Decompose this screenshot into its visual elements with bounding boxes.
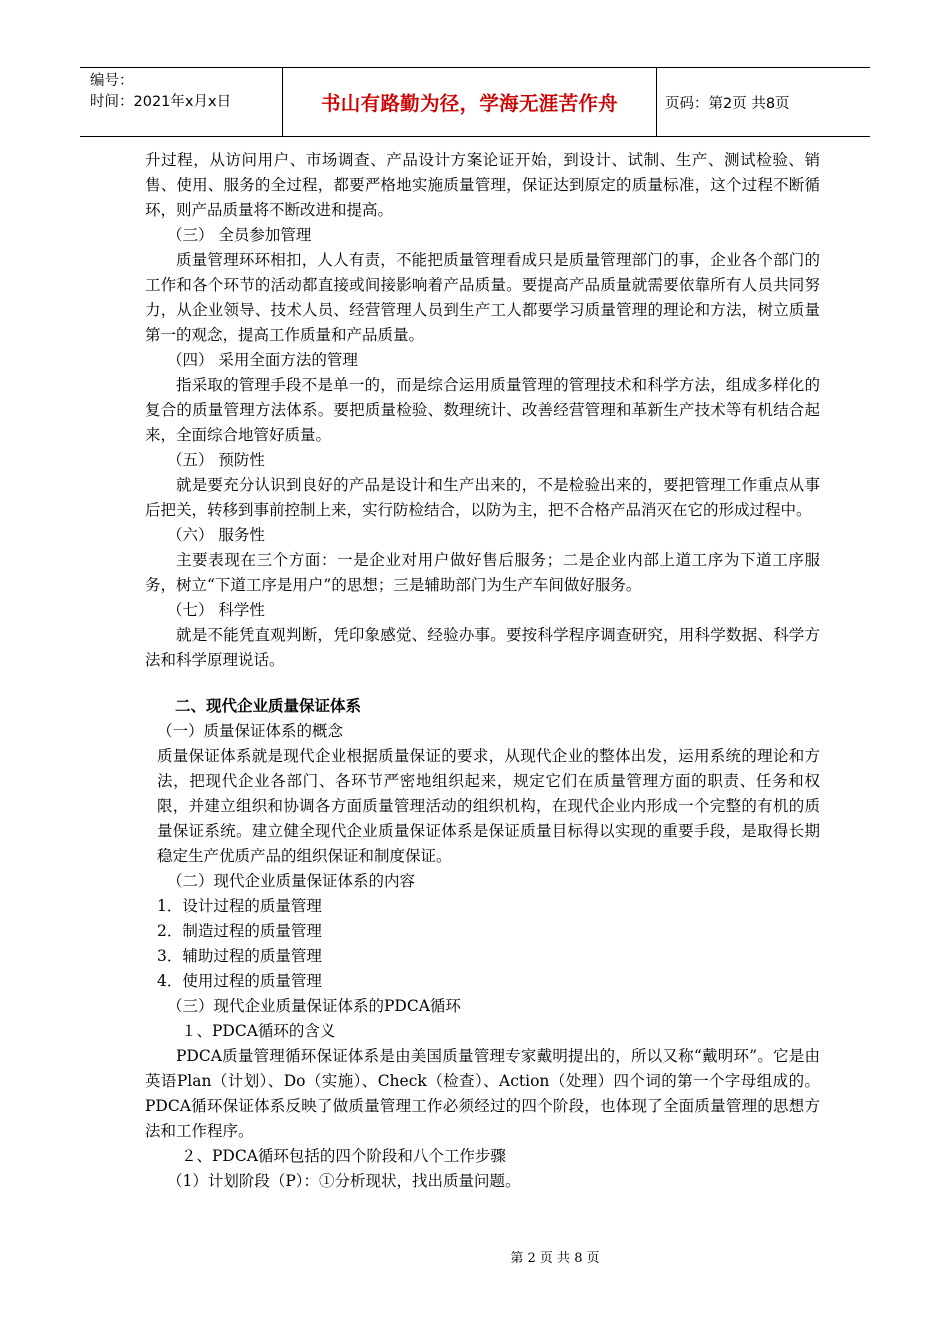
- paragraph: 就是要充分认识到良好的产品是设计和生产出来的，不是检验出来的，要把管理工作重点从事后把关，转移到事前控制上来，实行防检结合，以防为主，把不合格产品消灭在它的形成过程中。: [145, 476, 820, 519]
- page-footer: 第 2 页 共 8 页: [510, 1251, 600, 1266]
- paragraph: 主要表现在三个方面：一是企业对用户做好售后服务；二是企业内部上道工序为下道工序服务，树立“下道工序是用户”的思想；三是辅助部门为生产车间做好服务。: [145, 551, 820, 594]
- list-item: 4．使用过程的质量管理: [157, 972, 322, 990]
- paragraph: 质量管理环环相扣，人人有责，不能把质量管理看成只是质量管理部门的事，企业各个部门的工作和各个环节的活动都直接或间接影响着产品质量。要提高产品质量就需要依靠所有人员共同努力，从企业领导、技术人员、经营管理人员到生产工人都要学习质量管理的理论和方法，树立质量第一的观念，提高工作质量和产品质量。: [145, 251, 820, 344]
- section-heading: （三）现代企业质量保证体系的PDCA循环: [167, 997, 461, 1015]
- subsection-heading: １、PDCA循环的含义: [181, 1022, 336, 1040]
- section-heading: （七） 科学性: [167, 601, 265, 619]
- paragraph: 质量保证体系就是现代企业根据质量保证的要求，从现代企业的整体出发，运用系统的理论和方法，把现代企业各部门、各环节严密地组织起来，规定它们在质量管理方面的职责、任务和权限，并建立组织和协调各方面质量管理活动的组织机构，在现代企业内形成一个完整的有机的质量保证系统。建立健全现代企业质量保证体系是保证质量目标得以实现的重要手段，是取得长期稳定生产优质产品的组织保证和制度保证。: [157, 747, 820, 865]
- time-label: 时间：2021年x月x日: [90, 94, 232, 110]
- number-label: 编号：: [90, 73, 134, 89]
- header-meta: [80, 68, 283, 136]
- section-heading: （一）质量保证体系的概念: [157, 722, 344, 740]
- section-heading: （四） 采用全面方法的管理: [167, 351, 358, 369]
- paragraph: （1）计划阶段（P）：①分析现状，找出质量问题。: [167, 1172, 521, 1190]
- paragraph: 升过程，从访问用户、市场调查、产品设计方案论证开始，到设计、试制、生产、测试检验、销售、使用、服务的全过程，都要严格地实施质量管理，保证达到原定的质量标准，这个过程不断循环，则产品质量将不断改进和提高。: [145, 151, 820, 219]
- list-item: 3．辅助过程的质量管理: [157, 947, 322, 965]
- paragraph: 指采取的管理手段不是单一的，而是综合运用质量管理的管理技术和科学方法，组成多样化的复合的质量管理方法体系。要把质量检验、数理统计、改善经营管理和革新生产技术等有机结合起来，全面综合地管好质量。: [145, 376, 820, 444]
- list-item: 2．制造过程的质量管理: [157, 922, 322, 940]
- paragraph: PDCA质量管理循环保证体系是由美国质量管理专家戴明提出的，所以又称“戴明环”。它是由英语Plan（计划）、Do（实施）、Check（检查）、Action（处理）四个词的第一个字母组成的。PDCA循环保证体系反映了做质量管理工作必须经过的四个阶段，也体现了全面质量管理的思想方法和工作程序。: [145, 1047, 820, 1140]
- page-header: [80, 67, 870, 137]
- subsection-heading: ２、PDCA循环包括的四个阶段和八个工作步骤: [181, 1147, 506, 1165]
- header-motto: 书山有路勤为径，学海无涯苦作舟: [283, 68, 657, 136]
- section-heading: （五） 预防性: [167, 451, 265, 469]
- list-item: 1．设计过程的质量管理: [157, 897, 322, 915]
- header-page-info: 页码：第2页 共8页: [665, 95, 790, 112]
- section-heading: （二）现代企业质量保证体系的内容: [167, 872, 416, 890]
- document-body: [145, 148, 820, 1194]
- chapter-heading: 二、现代企业质量保证体系: [175, 697, 362, 715]
- section-heading: （三） 全员参加管理: [167, 226, 312, 244]
- spacer: [145, 673, 820, 694]
- section-heading: （六） 服务性: [167, 526, 265, 544]
- paragraph: 就是不能凭直观判断，凭印象感觉、经验办事。要按科学程序调查研究，用科学数据、科学方法和科学原理说话。: [145, 626, 820, 669]
